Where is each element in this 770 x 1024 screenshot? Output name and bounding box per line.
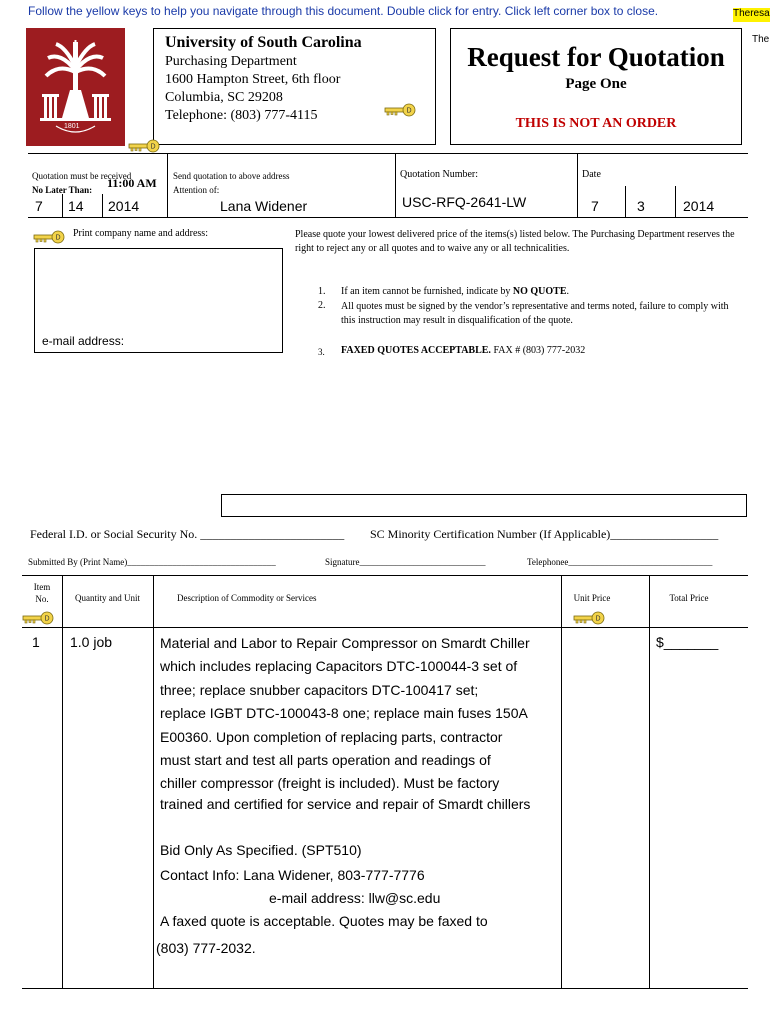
row-description-cont [160,749,499,795]
instructions-intro: Please quote your lowest delivered price of the items(s) listed below. The Purchasing Department reserves the right to reject any or all quotes and to waive any or all technicalities. [295,229,735,254]
date-month[interactable]: 7 [591,198,599,214]
fax-note: A faxed quote is acceptable. Quotes may be faxed to [160,913,488,929]
description-line: Material and Labor to Repair Compressor on Smardt Chiller [160,635,530,651]
submitted-by-field[interactable]: Submitted By (Print Name)_________________________________ [28,557,276,567]
attention-label: Attention of: [173,185,220,195]
attention-name[interactable]: Lana Widener [220,198,308,214]
federal-id-field[interactable]: Federal I.D. or Social Security No. ________________________ [30,527,345,541]
university-name: University of South Carolina [165,34,362,51]
key-icon[interactable] [22,611,54,625]
contact-email: e-mail address: llw@sc.edu [269,890,441,906]
description-line: must start and test all parts operation and readings of [160,752,491,768]
key-icon[interactable] [573,611,605,625]
row-item-number[interactable]: 1 [32,634,40,650]
due-day[interactable]: 14 [68,198,84,214]
fax-number: (803) 777-2032. [156,940,256,956]
total-price-header: Total Price [669,593,709,603]
date-label: Date [582,169,601,180]
description-header: Description of Commodity or Services [177,593,317,603]
row-description [160,632,530,749]
instruction-3-bold: FAXED QUOTES ACCEPTABLE. [341,345,491,356]
instruction-number: 2. [318,300,326,311]
signature-field[interactable]: Signature____________________________ [325,557,486,567]
instruction-1-end: . [566,286,570,297]
telephone-field[interactable]: Telephonee________________________________ [527,557,713,567]
navigation-banner: Follow the yellow keys to help you navigate through this document. Double click for entry. Click left corner box to close. [28,4,659,18]
no-later-than-label: No Later Than: [32,185,93,195]
seal-year: 1801 [64,123,80,130]
date-year[interactable]: 2014 [683,198,715,214]
instruction-number: 1. [318,286,326,297]
instruction-1 [341,286,569,297]
page-number: Page One [565,76,627,92]
instruction-2: All quotes must be signed by the vendor’s representative and terms noted, failure to comply with this instruction may result in disqualification of the quote. [341,301,729,326]
item-header [22,581,62,605]
email-label: e-mail address: [42,334,125,348]
instruction-number: 3. [318,347,325,357]
item-header-line: Item [33,582,51,592]
bid-spec: Bid Only As Specified. (SPT510) [160,842,362,858]
city: Columbia, SC 29208 [165,90,283,105]
description-line: replace IGBT DTC-100043-8 one; replace main fuses 150A [160,705,528,722]
key-icon[interactable] [33,230,65,244]
quotation-number-label: Quotation Number: [400,169,479,180]
company-label: Print company name and address: [73,228,208,239]
instruction-3-fax: FAX # (803) 777-2032 [490,345,586,356]
key-icon[interactable] [384,103,416,117]
phone: Telephone: (803) 777-4115 [165,108,318,123]
date-day[interactable]: 3 [637,198,645,214]
university-seal-logo [26,28,125,146]
department: Purchasing Department [165,54,297,69]
item-header-line: No. [35,594,49,604]
description-line: three; replace snubber capacitors DTC-100417 set; [160,681,479,698]
minority-cert-field[interactable]: SC Minority Certification Number (If Applicable)__________________ [370,527,719,541]
not-an-order-notice: THIS IS NOT AN ORDER [515,116,677,131]
instruction-3 [341,345,585,356]
quotation-received-label: Quotation must be received [32,171,132,181]
street: 1600 Hampton Street, 6th floor [165,72,341,87]
contact-info: Contact Info: Lana Widener, 803-777-7776 [160,867,425,883]
university-address [165,53,340,125]
description-line: which includes replacing Capacitors DTC-100044-3 set of [160,658,518,675]
signature-box[interactable] [221,494,747,517]
due-year[interactable]: 2014 [108,198,140,214]
row-quantity[interactable]: 1.0 job [70,634,113,650]
description-line: E00360. Upon completion of replacing parts, contractor [160,728,503,745]
corner-note[interactable]: Theresa [733,8,770,22]
due-time[interactable]: 11:00 AM [107,176,157,190]
quotation-number[interactable]: USC-RFQ-2641-LW [402,194,527,210]
quantity-header: Quantity and Unit [75,593,140,603]
description-line: chiller compressor (freight is included). Must be factory [160,775,500,791]
row-total-price[interactable]: $_______ [656,634,719,650]
send-to-label: Send quotation to above address [173,171,290,181]
due-month[interactable]: 7 [35,198,43,214]
instruction-1-bold: NO QUOTE [512,286,567,297]
description-line: trained and certified for service and repair of Smardt chillers [160,796,531,812]
corner-note-tail: The [752,34,770,45]
instruction-1-text: If an item cannot be furnished, indicate by [341,286,513,297]
unit-price-header: Unit Price [573,593,611,603]
page-title: Request for Quotation [467,42,725,72]
key-icon[interactable] [128,139,160,153]
